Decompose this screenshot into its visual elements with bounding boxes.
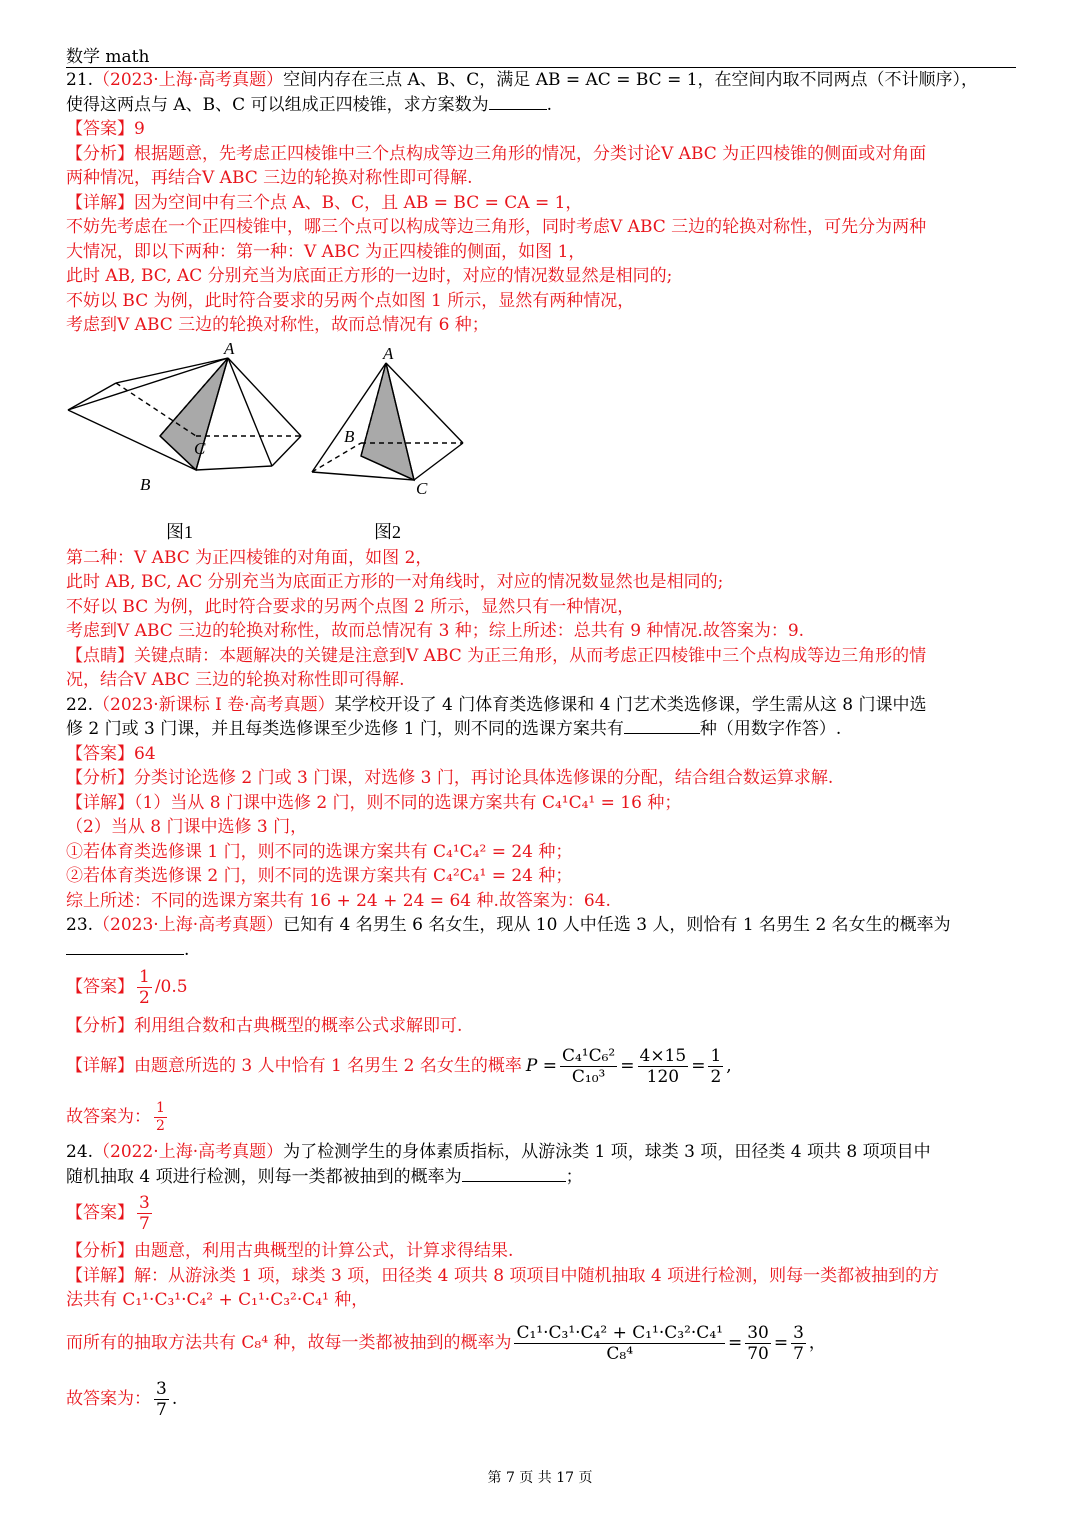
q22-stem-line2 [66,717,1018,742]
q23-detail-end: , [726,1055,732,1076]
q23-final-label: 故答案为： [66,1106,151,1127]
q24-f1-denominator: C₈⁴ [606,1344,634,1364]
q24-stem-line1 [66,1140,1018,1165]
q24-f2-numerator: 30 [747,1323,769,1343]
q23-stem: 已知有 4 名男生 6 名女生，现从 10 人中任选 3 人，则恰有 1 名男生 2 名女生的概率为 [283,915,951,935]
q23-f2-numerator: 4×15 [639,1045,687,1066]
q24-answer-denominator: 7 [139,1213,150,1234]
q24-answer-blank [462,1165,566,1182]
fig2-label-b: B [344,426,355,446]
q21-stem2-end: . [546,94,552,115]
q23-f1-numerator: C₄¹C₆² [561,1045,616,1066]
q24-number: 24. [66,1142,94,1162]
q21-detail-line6: 考虑到V ABC 三边的轮换对称性，故而总情况有 6 种； [66,315,489,335]
q24-fraction-2 [745,1323,771,1364]
q21-case2-line1: 第二种：V ABC 为正四棱锥的对角面，如图 2， [66,547,433,568]
q24-detail3-text: 而所有的抽取方法共有 C₈⁴ 种，故每一类都被抽到的概率为 [66,1333,512,1354]
q22-stem2-end: 种（用数字作答）. [699,719,842,739]
q24-stem1: 为了检测学生的身体素质指标，从游泳类 1 项，球类 3 项，田径类 4 项共 8 项项目中 [283,1142,931,1162]
q23-stem-line2 [66,938,1018,964]
q24-detail-line1: 【详解】解：从游泳类 1 项，球类 3 项，田径类 4 项共 8 项项目中随机抽取 4 项进行检测，则每一类都被抽到的方 [66,1265,940,1286]
q23-answer-label: 【答案】 [66,977,134,998]
fig1-label-b: B [140,474,151,494]
q23-p-label: P = [525,1055,557,1076]
q22-stem1: 某学校开设了 4 门体育类选修课和 4 门艺术类选修课，学生需从这 8 门课中选 [334,694,927,715]
q23-fraction-1 [560,1046,617,1087]
q21-stem-line1 [66,68,1018,93]
q23-final-denominator: 2 [156,1117,165,1134]
q24-answer-numerator: 3 [139,1192,150,1213]
q23-f1-denominator: C₁₀³ [571,1066,606,1087]
q24-stem-line2 [66,1165,1018,1190]
q24-final-fraction [154,1379,169,1420]
q23-analysis: 【分析】利用组合数和古典概型的概率公式求解即可. [66,1015,463,1036]
q23-stem-line1 [66,913,1018,938]
q21-analysis-line2: 两种情况，再结合V ABC 三边的轮换对称性即可得解. [66,168,473,188]
q21-source: （2023·上海·高考真题） [93,70,284,90]
q21-answer-blank [489,93,547,110]
q21-detail-line1: 【详解】因为空间中有三个点 A、B、C，且 AB = BC = CA = 1， [66,192,583,213]
q24-answer-label: 【答案】 [66,1202,134,1223]
q22-analysis: 【分析】分类讨论选修 2 门或 3 门课，对选修 3 门，再讨论具体选修课的分配，结合组合数运算求解. [66,768,834,788]
q24-fraction-1 [514,1323,725,1364]
q24-f3-denominator: 7 [793,1344,804,1364]
q23-answer-alt: /0.5 [154,977,188,998]
q24-f1-numerator: C₁¹·C₃¹·C₄² + C₁¹·C₃²·C₄¹ [516,1323,723,1343]
q23-answer [66,964,1018,1012]
q23-answer-numerator: 1 [139,967,150,987]
q23-final [66,1094,1018,1140]
q22-answer-blank [624,717,700,734]
q23-answer-fraction [137,967,152,1008]
q23-final-numerator: 1 [156,1099,165,1116]
q22-detail-line4: ②若体育类选修课 2 门，则不同的选课方案共有 C₄²C₄¹ = 24 种； [66,866,573,886]
q23-source: （2023·上海·高考真题） [93,915,284,935]
q24-fraction-3 [791,1323,806,1364]
q24-answer-fraction [137,1193,152,1234]
q24-detail-line3: 而所有的抽取方法共有 C₈⁴ 种，故每一类都被抽到的概率为 $\frac{\text{C₁¹·C₃¹·C₄² + C₁¹·C₃²·C₄¹}}{\text{C₈⁴}}$ = $\frac{30}{70}$ = $\frac{3}{7}$ ， [66,1323,826,1364]
q22-answer: 【答案】64 [66,743,156,764]
q22-number: 22. [66,694,94,715]
q24-source: （2022·上海·高考真题） [93,1142,284,1162]
q24-detail-line2: 法共有 C₁¹·C₃¹·C₄² + C₁¹·C₃²·C₄¹ 种， [66,1290,369,1310]
q23-detail-text: 【详解】由题意所选的 3 人中恰有 1 名男生 2 名女生的概率 [66,1055,522,1076]
q24-stem2: 随机抽取 4 项进行检测，则每一类都被抽到的概率为 [66,1166,462,1187]
page-header: 数学 math [66,47,150,67]
q21-point-line2: 况，结合V ABC 三边的轮换对称性即可得解. [66,670,405,690]
q24-final [66,1375,1018,1425]
fig2-caption: 图2 [374,521,401,542]
q22-detail-line2: （2）当从 8 门课中选修 3 门， [66,817,308,837]
fig2-shaded-face [361,363,414,480]
q24-stem2-end: ； [565,1166,583,1187]
q23-answer-denominator: 2 [139,988,150,1008]
fig1-label-c: C [194,438,206,458]
q23-fraction-3 [708,1046,723,1087]
q21-detail-line2: 不妨先考虑在一个正四棱锥中，哪三个点可以构成等边三角形，同时考虑V ABC 三边的轮换对称性，可先分为两种 [66,217,927,237]
q22-stem2: 修 2 门或 3 门课，并且每类选修课至少选修 1 门，则不同的选课方案共有 [66,719,624,739]
q23-f2-denominator: 120 [646,1066,680,1087]
q23-number: 23. [66,915,94,935]
q22-stem-line1 [66,693,1018,718]
q21-stem2: 使得这两点与 A、B、C 可以组成正四棱锥，求方案数为 [66,94,489,115]
fig1-caption: 图1 [166,521,193,542]
q21-case2-line2: 此时 AB, BC, AC 分别充当为底面正方形的一对角线时，对应的情况数显然也是相同的; [66,572,724,592]
q23-answer-blank [66,938,184,955]
q21-stem1: 空间内存在三点 A、B、C，满足 AB = AC = BC = 1，在空间内取不同两点（不计顺序）， [283,70,979,90]
q21-detail-line4: 此时 AB, BC, AC 分别充当为底面正方形的一边时，对应的情况数显然是相同的; [66,266,673,286]
q23-stem-end: . [184,939,190,960]
q24-analysis: 【分析】由题意，利用古典概型的计算公式，计算求得结果. [66,1241,514,1261]
q23-f3-denominator: 2 [710,1066,722,1087]
q22-source: （2023·新课标 I 卷·高考真题） [93,694,335,715]
q21-case2-line4: 考虑到V ABC 三边的轮换对称性，故而总情况有 3 种；综上所述：总共有 9 种情况.故答案为：9. [66,621,805,641]
fig2-label-c: C [416,478,428,498]
q21-answer: 【答案】9 [66,119,145,139]
q23-detail: 【详解】由题意所选的 3 人中恰有 1 名男生 2 名女生的概率 P = $\frac{\text{C₄¹C₆²}}{\text{C₁₀³}}$ = $\frac{4\times 15}{120}$ = $\frac{1}{2}$ , [66,1045,732,1087]
q23-final-fraction [154,1100,167,1135]
q24-final-label: 故答案为： [66,1389,151,1410]
q21-analysis-line1: 【分析】根据题意，先考虑正四棱锥中三个点构成等边三角形的情况，分类讨论V ABC 为正四棱锥的侧面或对角面 [66,143,927,164]
q22-detail-line5: 综上所述：不同的选课方案共有 16 + 24 + 24 = 64 种.故答案为：64. [66,890,611,911]
q21-detail-line3: 大情况，即以下两种：第一种：V ABC 为正四棱锥的侧面，如图 1， [66,241,586,262]
q24-final-end: . [171,1389,178,1410]
q24-f2-denominator: 70 [747,1344,769,1364]
q22-detail-line3: ①若体育类选修课 1 门，则不同的选课方案共有 C₄¹C₄² = 24 种； [66,841,573,862]
page-footer: 第 7 页 共 17 页 [487,1470,593,1486]
q21-figures [66,338,1018,546]
q24-final-denominator: 7 [156,1400,167,1420]
q23-f3-numerator: 1 [710,1045,722,1066]
q24-final-numerator: 3 [156,1379,167,1399]
q21-point-line1: 【点睛】关键点睛：本题解决的关键是注意到V ABC 为正三角形，从而考虑正四棱锥中三个点构成等边三角形的情 [66,645,927,666]
document-body [66,68,1018,1425]
q23-fraction-2 [638,1046,689,1087]
q24-f3-numerator: 3 [793,1323,804,1343]
q21-stem-line2 [66,93,1018,118]
pyramid-figures [66,338,486,546]
q24-detail3-end: ， [808,1333,826,1354]
q21-number: 21. [66,70,94,90]
q21-case2-line3: 不好以 BC 为例，此时符合要求的另两个点图 2 所示，显然只有一种情况， [66,596,635,617]
fig2-label-a: A [383,343,394,363]
q24-answer [66,1189,1018,1237]
q22-detail-line1: 【详解】（1）当从 8 门课中选修 2 门，则不同的选课方案共有 C₄¹C₄¹ = 16 种； [66,792,682,813]
fig1-label-a: A [224,338,235,358]
q21-detail-line5: 不妨以 BC 为例，此时符合要求的另两个点如图 1 所示，显然有两种情况， [66,290,635,311]
